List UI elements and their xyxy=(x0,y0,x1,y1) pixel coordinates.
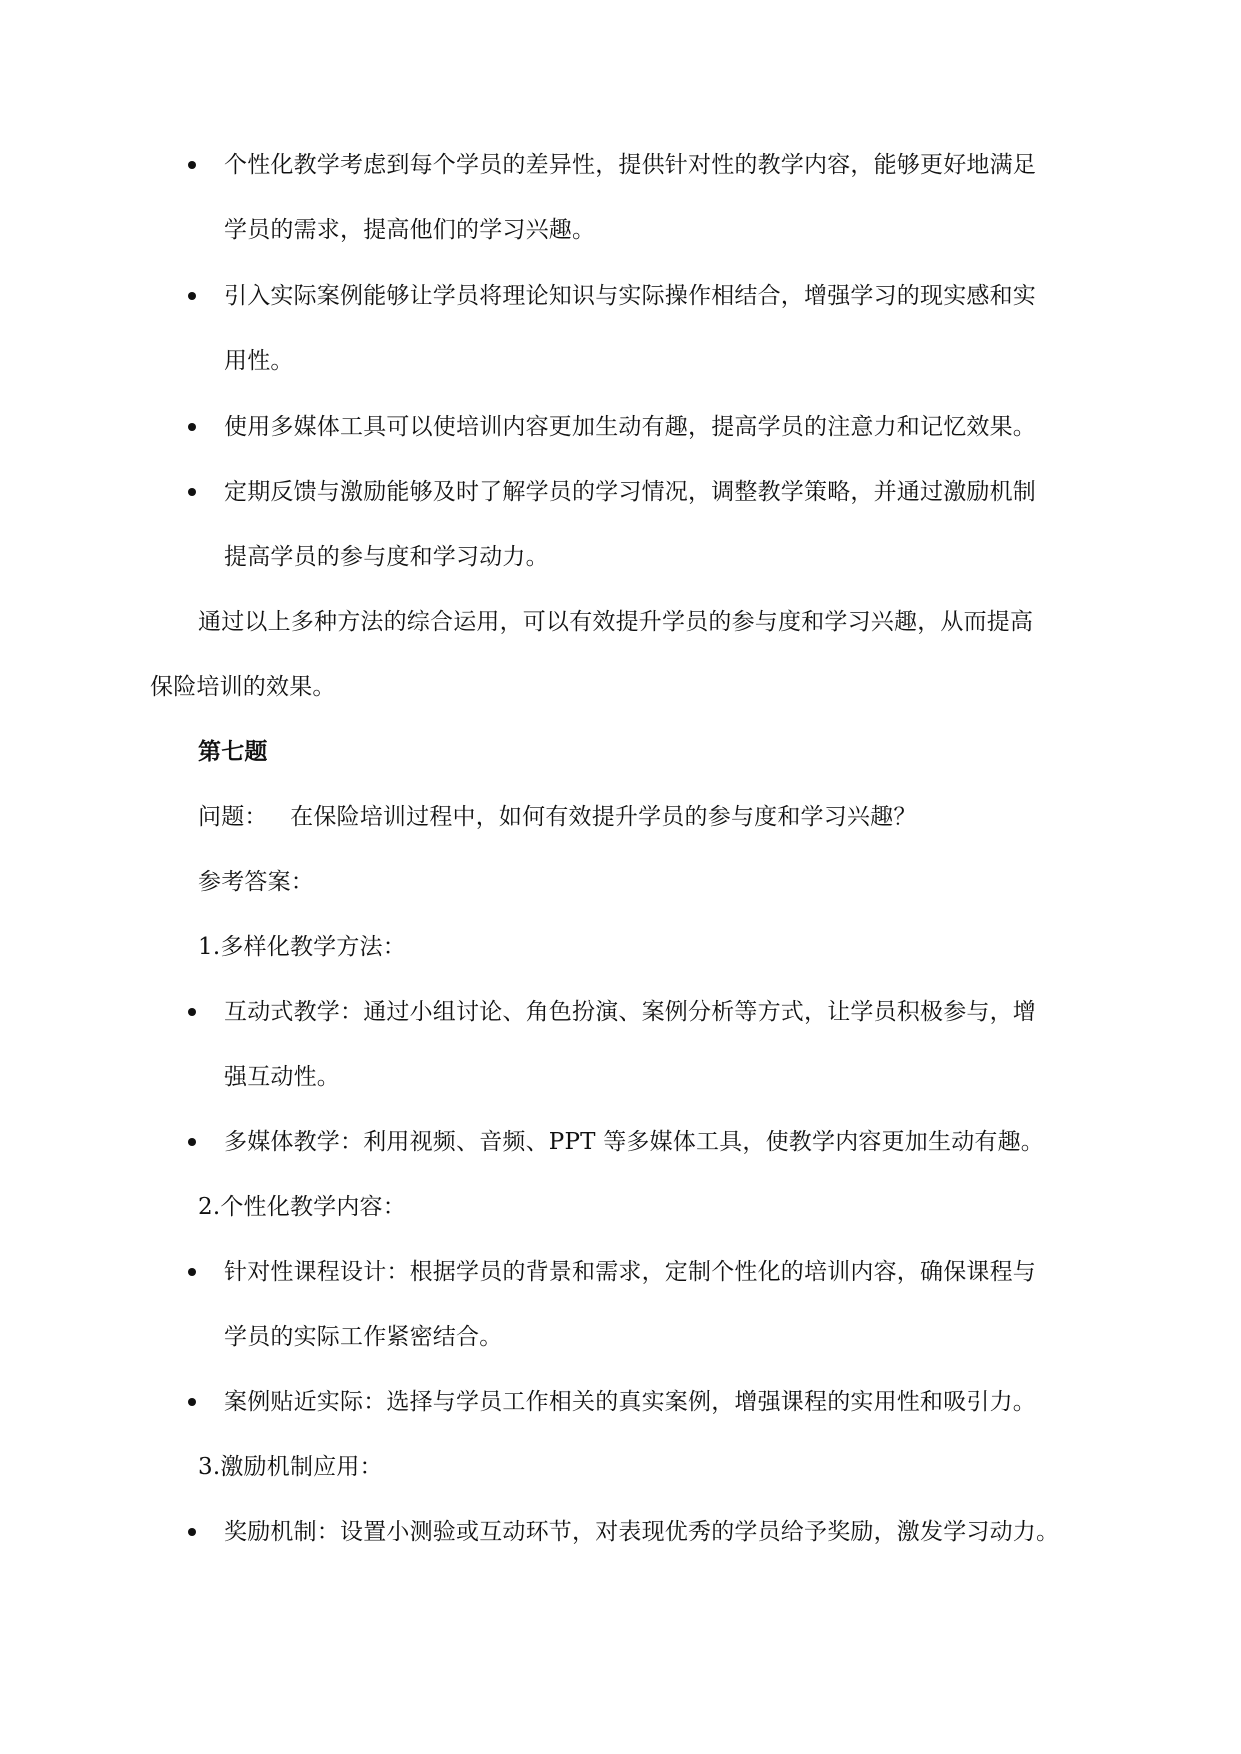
question-prompt: 问题： 在保险培训过程中，如何有效提升学员的参与度和学习兴趣？ xyxy=(198,804,917,830)
bullet-text: 引入实际案例能够让学员将理论知识与实际操作相结合，增强学习的现实感和实 xyxy=(224,283,1036,309)
bullet-text: 定期反馈与激励能够及时了解学员的学习情况，调整教学策略，并通过激励机制 xyxy=(224,479,1036,505)
bullet-icon xyxy=(188,161,196,169)
bullet-icon xyxy=(188,292,196,300)
bullet-icon xyxy=(188,1268,196,1276)
bullet-icon xyxy=(188,423,196,431)
bullet-text: 奖励机制：设置小测验或互动环节，对表现优秀的学员给予奖励，激发学习动力。 xyxy=(224,1519,1060,1545)
bullet-icon xyxy=(188,1138,196,1146)
bullet-text: 针对性课程设计：根据学员的背景和需求，定制个性化的培训内容，确保课程与 xyxy=(224,1259,1036,1285)
summary-paragraph-continued: 保险培训的效果。 xyxy=(150,674,336,700)
bullet-icon xyxy=(188,1398,196,1406)
bullet-icon xyxy=(188,488,196,496)
bullet-text-continued: 强互动性。 xyxy=(224,1064,340,1090)
bullet-text: 案例贴近实际：选择与学员工作相关的真实案例，增强课程的实用性和吸引力。 xyxy=(224,1389,1036,1415)
bullet-text-continued: 学员的实际工作紧密结合。 xyxy=(224,1324,503,1350)
summary-paragraph: 通过以上多种方法的综合运用，可以有效提升学员的参与度和学习兴趣，从而提高 xyxy=(198,609,1034,635)
bullet-icon xyxy=(188,1008,196,1016)
bullet-text: 多媒体教学：利用视频、音频、PPT 等多媒体工具，使教学内容更加生动有趣。 xyxy=(224,1129,1045,1155)
bullet-text-continued: 用性。 xyxy=(224,348,294,374)
bullet-text: 互动式教学：通过小组讨论、角色扮演、案例分析等方式，让学员积极参与，增 xyxy=(224,999,1036,1025)
section-title: 1.多样化教学方法： xyxy=(198,934,406,960)
answer-label: 参考答案： xyxy=(198,869,314,895)
bullet-icon xyxy=(188,1528,196,1536)
bullet-text-continued: 学员的需求，提高他们的学习兴趣。 xyxy=(224,217,596,243)
bullet-text: 个性化教学考虑到每个学员的差异性，提供针对性的教学内容，能够更好地满足 xyxy=(224,152,1036,178)
question-heading: 第七题 xyxy=(198,738,268,765)
section-title: 2.个性化教学内容： xyxy=(198,1194,406,1220)
section-title: 3.激励机制应用： xyxy=(198,1454,383,1480)
bullet-text-continued: 提高学员的参与度和学习动力。 xyxy=(224,544,549,570)
bullet-text: 使用多媒体工具可以使培训内容更加生动有趣，提高学员的注意力和记忆效果。 xyxy=(224,414,1036,440)
